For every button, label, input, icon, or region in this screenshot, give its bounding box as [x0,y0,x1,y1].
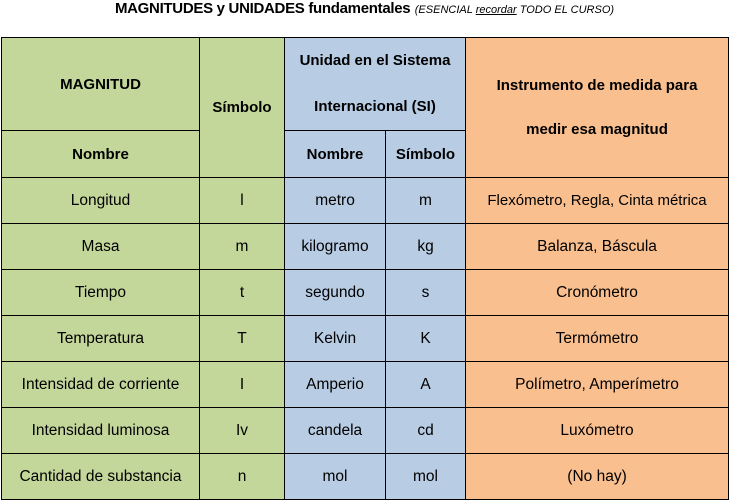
document-title [0,0,729,28]
cell-instrumento: Luxómetro [466,408,729,454]
cell-unidad-simbolo: mol [386,454,466,500]
title-note-pre: (ESENCIAL [414,4,476,16]
cell-instrumento: Balanza, Báscula [466,224,729,270]
cell-unidad-simbolo: kg [386,224,466,270]
header-si-line1: Unidad en el Sistema [299,52,451,69]
cell-unidad: candela [285,408,386,454]
cell-unidad-simbolo: m [386,178,466,224]
table-row [2,270,729,316]
cell-instrumento: Flexómetro, Regla, Cinta métrica [466,178,729,224]
cell-unidad: Kelvin [285,316,386,362]
title-note [415,4,614,16]
magnitudes-table [1,37,729,500]
cell-simbolo: m [200,224,285,270]
header-row-1 [2,38,729,131]
header-si-simbolo: Símbolo [386,131,466,178]
cell-unidad-simbolo: K [386,316,466,362]
cell-unidad: Amperio [285,362,386,408]
table-row [2,362,729,408]
cell-magnitud: Cantidad de substancia [2,454,200,500]
cell-unidad-simbolo: s [386,270,466,316]
table-row [2,316,729,362]
cell-unidad-simbolo: A [386,362,466,408]
header-magnitud: MAGNITUD [2,38,200,131]
table-row [2,408,729,454]
title-main: MAGNITUDES y UNIDADES fundamentales [114,0,411,17]
cell-simbolo: t [200,270,285,316]
header-simbolo: Símbolo [200,38,285,178]
cell-magnitud: Longitud [2,178,200,224]
title-note-underlined: recordar [475,4,517,16]
cell-instrumento: Polímetro, Amperímetro [466,362,729,408]
cell-magnitud: Masa [2,224,200,270]
cell-unidad: kilogramo [285,224,386,270]
cell-simbolo: I [200,362,285,408]
cell-simbolo: l [200,178,285,224]
title-note-post: TODO EL CURSO) [516,4,615,16]
cell-magnitud: Intensidad de corriente [2,362,200,408]
header-instrumento [466,38,729,178]
cell-magnitud: Temperatura [2,316,200,362]
header-instr-line1: Instrumento de medida para [496,76,698,94]
cell-magnitud: Intensidad luminosa [2,408,200,454]
cell-simbolo: n [200,454,285,500]
header-nombre: Nombre [2,131,200,178]
cell-instrumento: Cronómetro [466,270,729,316]
cell-unidad: metro [285,178,386,224]
header-si [285,38,466,131]
cell-unidad-simbolo: cd [386,408,466,454]
cell-magnitud: Tiempo [2,270,200,316]
table-row [2,454,729,500]
cell-simbolo: Iv [200,408,285,454]
table-body [2,38,729,500]
cell-instrumento: (No hay) [466,454,729,500]
cell-instrumento: Termómetro [466,316,729,362]
table-row [2,178,729,224]
cell-simbolo: T [200,316,285,362]
header-si-nombre: Nombre [285,131,386,178]
table-row [2,224,729,270]
header-instr-line2: medir esa magnitud [526,120,668,138]
cell-unidad: mol [285,454,386,500]
header-si-line2: Internacional (SI) [314,98,436,115]
cell-unidad: segundo [285,270,386,316]
